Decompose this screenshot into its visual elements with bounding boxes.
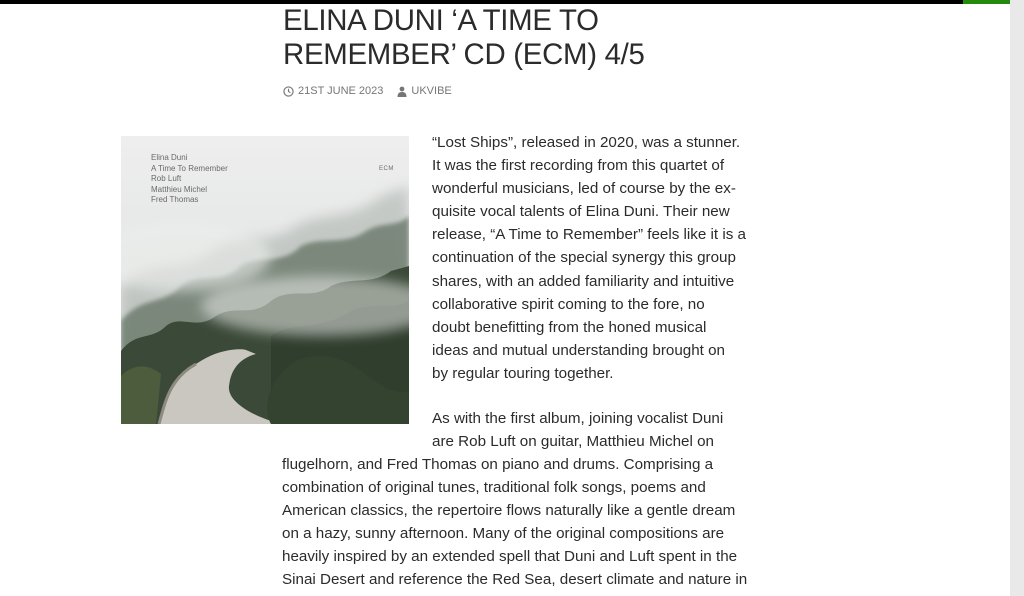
text-line: heavily inspired by an extended spell that Duni and Luft spent in the xyxy=(282,548,738,566)
text-line: doubt benefitting from the honed musical xyxy=(432,318,707,336)
cover-album: A Time To Remember xyxy=(151,163,228,173)
cover-musician: Fred Thomas xyxy=(151,195,199,204)
text-line: by regular touring together. xyxy=(432,364,614,382)
clock-icon xyxy=(283,86,294,97)
text-line: are Rob Luft on guitar, Matthieu Michel on xyxy=(432,433,714,451)
scrollbar-track[interactable] xyxy=(1010,0,1024,596)
body-paragraph xyxy=(432,131,746,385)
text-line: combination of original tunes, traditional folk songs, poems and xyxy=(282,479,706,497)
user-icon xyxy=(397,86,407,97)
post-author: UKVIBE xyxy=(411,85,452,97)
text-line: continuation of the special synergy this group xyxy=(432,249,736,267)
text-line: collaborative spirit coming to the fore, no xyxy=(432,295,705,313)
text-line: wonderful musicians, led of course by the ex- xyxy=(432,180,736,198)
album-cover-text xyxy=(151,153,228,206)
post-meta xyxy=(283,84,452,98)
text-line: Sinai Desert and reference the Red Sea, desert climate and nature in xyxy=(282,571,748,589)
text-line: As with the first album, joining vocalist Duni xyxy=(432,410,724,427)
text-line: shares, with an added familiarity and intuitive xyxy=(432,272,735,290)
text-line: flugelhorn, and Fred Thomas on piano and drums. Comprising a xyxy=(282,456,714,473)
text-line: on a hazy, sunny afternoon. Many of the original compositions are xyxy=(282,525,725,543)
top-bar-accent[interactable] xyxy=(963,0,1010,4)
text-line: ideas and mutual understanding brought on xyxy=(432,341,725,359)
post-date-link[interactable] xyxy=(283,85,383,97)
body-paragraph xyxy=(432,407,742,453)
text-line: “Lost Ships”, released in 2020, was a stunner. xyxy=(432,134,741,151)
post-title xyxy=(283,4,832,72)
cover-musician: Rob Luft xyxy=(151,174,182,183)
post-title-line: ELINA DUNI ‘A TIME TO xyxy=(283,4,599,37)
text-line: release, “A Time to Remember” feels like it is a xyxy=(432,226,746,244)
text-line: It was the first recording from this quartet of xyxy=(432,157,725,175)
post-date: 21ST JUNE 2023 xyxy=(298,85,384,97)
cover-label: ECM xyxy=(379,166,394,172)
cover-musician: Matthieu Michel xyxy=(151,184,208,194)
text-line: quisite vocal talents of Elina Duni. Their new xyxy=(432,203,730,221)
body-paragraph-continued xyxy=(282,453,752,592)
text-line: American classics, the repertoire flows naturally like a gentle dream xyxy=(282,502,736,520)
cover-artist: Elina Duni xyxy=(151,153,188,162)
post-author-link[interactable] xyxy=(397,85,451,97)
album-cover[interactable] xyxy=(121,136,409,424)
post-title-line: REMEMBER’ CD (ECM) 4/5 xyxy=(283,38,645,71)
